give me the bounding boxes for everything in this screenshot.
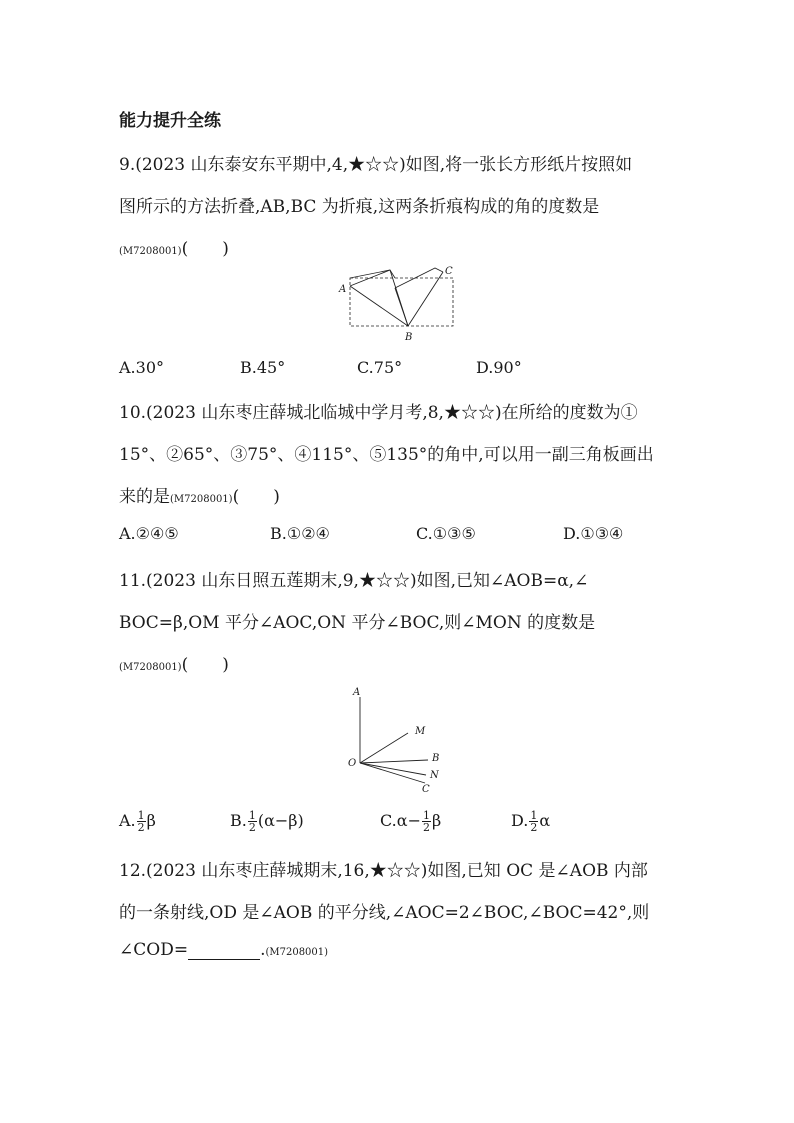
q9-option-a: A.30° xyxy=(119,358,164,377)
q11-option-a-den: 2 xyxy=(137,821,145,834)
q11-option-d-num: 1 xyxy=(530,809,538,822)
q10-text-line2: 15°、②65°、③75°、④115°、⑤135°的角中,可以用一副三角板画出 xyxy=(119,445,654,465)
q11-text-line2: BOC=β,OM 平分∠AOC,ON 平分∠BOC,则∠MON 的度数是 xyxy=(119,613,596,633)
q10-option-a: A.②④⑤ xyxy=(119,524,179,543)
q9-label-a: A xyxy=(339,284,347,295)
q10-text-line3 xyxy=(119,482,280,507)
q9-label-b: B xyxy=(405,332,413,343)
q9-option-b: B.45° xyxy=(240,358,286,377)
q10-answer-paren: ( ) xyxy=(232,487,280,507)
q11-option-c-fraction xyxy=(422,810,431,833)
q11-option-c-prefix: C.α− xyxy=(380,811,421,830)
q11-angle-figure xyxy=(345,685,450,795)
q11-answer-paren: ( ) xyxy=(181,655,229,675)
q11-option-b-suffix: (α−β) xyxy=(257,811,304,830)
q11-option-c xyxy=(380,810,441,833)
q12-question-code: (M7208001) xyxy=(265,947,329,958)
q9-answer-paren: ( ) xyxy=(181,239,229,259)
q11-option-b-num: 1 xyxy=(248,809,256,822)
q11-label-m: M xyxy=(415,726,426,737)
q9-question-code: (M7208001) xyxy=(119,246,182,257)
q11-label-c: C xyxy=(422,784,430,795)
q9-code-line xyxy=(119,234,229,259)
q11-question-code: (M7208001) xyxy=(119,662,182,673)
q11-label-b: B xyxy=(432,753,440,764)
q10-option-b: B.①②④ xyxy=(270,524,330,543)
q10-line3-text: 来的是 xyxy=(119,487,170,507)
q10-question-code: (M7208001) xyxy=(170,494,233,505)
q11-option-b-prefix: B. xyxy=(230,811,247,830)
q10-text-line1: 10.(2023 山东枣庄薛城北临城中学月考,8,★☆☆)在所给的度数为① xyxy=(119,403,638,423)
q10-option-c: C.①③⑤ xyxy=(416,524,476,543)
q11-option-b-fraction xyxy=(248,810,257,833)
q9-fold-line-bc xyxy=(408,272,443,326)
q9-text-line1: 9.(2023 山东泰安东平期中,4,★☆☆)如图,将一张长方形纸片按照如 xyxy=(119,155,633,175)
q11-option-d-suffix: α xyxy=(539,811,551,830)
q11-option-d xyxy=(511,810,550,833)
q11-option-b xyxy=(230,810,304,833)
q11-label-o: O xyxy=(348,758,357,769)
q11-label-a: A xyxy=(353,687,361,698)
q11-option-a-num: 1 xyxy=(137,809,145,822)
q12-line3-suffix: . xyxy=(260,940,266,960)
q12-answer-blank xyxy=(188,943,260,960)
q11-option-c-den: 2 xyxy=(422,821,430,834)
section-title: 能力提升全练 xyxy=(119,111,221,131)
q11-ray-ob xyxy=(360,760,428,763)
q11-option-c-suffix: β xyxy=(431,811,442,830)
q9-fold-line-ab xyxy=(350,286,408,326)
q12-text-line3 xyxy=(119,940,328,960)
q9-text-line2: 图所示的方法折叠,AB,BC 为折痕,这两条折痕构成的角的度数是 xyxy=(119,197,600,217)
q12-text-line2: 的一条射线,OD 是∠AOB 的平分线,∠AOC=2∠BOC,∠BOC=42°,则 xyxy=(119,903,650,923)
q9-fold-edge-right xyxy=(395,288,408,326)
q12-text-line1: 12.(2023 山东枣庄薛城期末,16,★☆☆)如图,已知 OC 是∠AOB 内部 xyxy=(119,861,648,881)
q10-option-d: D.①③④ xyxy=(563,524,624,543)
q11-text-line1: 11.(2023 山东日照五莲期末,9,★☆☆)如图,已知∠AOB=α,∠ xyxy=(119,571,589,591)
q11-option-d-fraction xyxy=(529,810,538,833)
q9-option-d: D.90° xyxy=(476,358,522,377)
q9-option-c: C.75° xyxy=(357,358,403,377)
q11-code-line xyxy=(119,650,229,675)
q11-option-d-den: 2 xyxy=(530,821,538,834)
q11-label-n: N xyxy=(430,770,439,781)
q11-option-a-suffix: β xyxy=(146,811,156,830)
q11-option-a-prefix: A. xyxy=(119,811,136,830)
q11-option-c-num: 1 xyxy=(422,809,430,822)
q11-option-a-fraction xyxy=(137,810,146,833)
q9-label-c: C xyxy=(445,266,453,277)
q11-option-b-den: 2 xyxy=(248,821,256,834)
q11-option-a xyxy=(119,810,156,833)
q11-ray-om xyxy=(360,733,408,763)
q12-line3-prefix: ∠COD= xyxy=(119,940,189,960)
q11-option-d-prefix: D. xyxy=(511,811,529,830)
q9-folded-paper-figure xyxy=(335,262,460,347)
